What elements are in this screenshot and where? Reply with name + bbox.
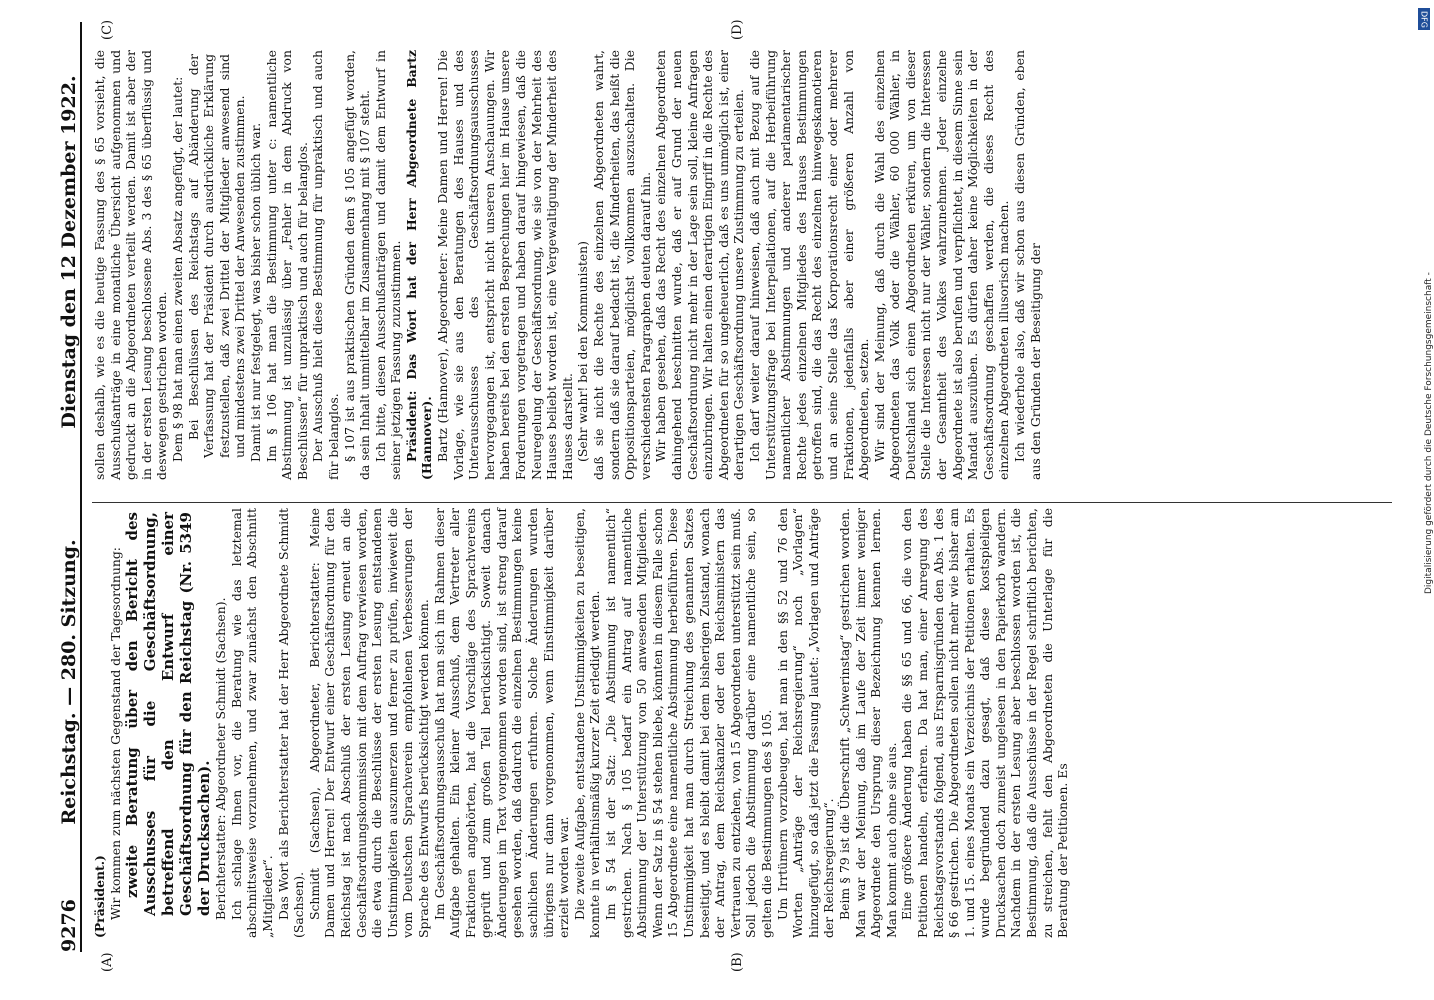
paragraph: Eine größere Änderung haben die §§ 65 und 66, die von den Petitionen handeln, erfahren. Da hat man, einer Anregung des Reichstagsvorstands folgend, aus Ersparnisgründen den Abs. 1 des § 66 gestrichen. Die Abgeordneten sollen nicht mehr wie bisher am 1. und 15. eines Monats ein Verzeichnis der Petitionen erhalten. Es wurde begründend dazu gesagt, daß diese kostspieligen Drucksachen doch zumeist ungelesen in den Papierkorb wandern. Nachdem in der ersten Lesung aber beschlossen worden ist, die Bestimmung, daß die Ausschüsse in der Regel schriftlich berichten, zu streichen, fehlt den Abgeordneten die Unterlage für die Beratung der Petitionen. Es — [899, 508, 1071, 938]
paragraph: Bei Beschlüssen des Reichstags auf Abänderung der Verfassung hat der Präsident durch ausdrückliche Erklärung festzustellen, daß zwei Drittel der Mitglieder anwesend sind und mindestens zwei Drittel der Anwesenden zustimmen. — [185, 54, 248, 458]
paragraph: daß sie nicht die Rechte des einzelnen Abgeordneten wahrt, sondern daß sie darauf bedacht ist, die Minderheiten, das heißt die Oppositionsparteien, möglichst vollkommen auszuschalten. Die verschiedensten Paragraphen deuten darauf hin. — [591, 50, 653, 480]
paragraph: Im Geschäftsordnungsausschuß hat man sich im Rahmen dieser Aufgabe gehalten. Ein kleiner Ausschuß, dem Vertreter aller Fraktionen angehörten, hat die Vorschläge des Sprachvereins geprüft und zum großen Teil berücksichtigt. Soweit danach Änderungen im Text vorgenommen worden sind, ist streng darauf gesehen worden, daß dadurch die einzelnen Bestimmungen keine sachlichen Änderungen erfuhren. Solche Änderungen wurden übrigens nur dann vorgenommen, wenn Einstimmigkeit darüber erzielt worden war. — [431, 508, 572, 938]
column-divider — [92, 502, 1392, 503]
paragraph: Im § 106 hat man die Bestimmung unter c: namentliche Abstimmung ist unzulässig über „Fehler in dem Abdruck von Beschlüssen“ für unpraktisch und auch für belanglos. — [263, 50, 310, 480]
paragraph: Ich schlage Ihnen vor, die Beratung wie das letztemal abschnittsweise vorzunehmen, und zwar zunächst den Abschnitt „Mitglieder“. — [228, 508, 275, 938]
paragraph: Dem § 98 hat man einen zweiten Absatz angefügt, der lautet: — [169, 76, 185, 462]
paragraph: Wir haben gesehen, daß das Recht des einzelnen Abgeordneten dahingehend beschnitten wurde, daß er auf Grund der neuen Geschäftsordnung nicht mehr in der Lage sein soll, kleine Anfragen einzubringen. Wir halten einen derartigen Eingriff in die Rechte des Abgeordneten für so ungeheuerlich, daß es uns unmöglich ist, einer derartigen Geschäftsordnung unsere Zustimmung zu erteilen. — [653, 50, 747, 480]
paragraph: Das Wort als Berichterstatter hat der Herr Abgeordnete Schmidt (Sachsen). — [275, 508, 307, 938]
paragraph: Wir sind der Meinung, daß durch die Wahl des einzelnen Abgeordneten das Volk oder die Wähler, 60 000 Wähler, in Deutschland sich einen Abgeordneten erküren, um von dieser Stelle die Interessen nicht nur der Wähler, sondern die Interessen der Gesamtheit des Volkes wahrzunehmen. Jeder einzelne Abgeordnete ist also berufen und verpflichtet, in diesem Sinne sein Mandat auszuüben. Es dürfen daher keine Möglichkeiten in der Geschäftsordnung geschaffen werden, die dieses Recht des einzelnen Abgeordneten illusorisch machen. — [871, 50, 1012, 480]
right-text-column — [92, 50, 1043, 480]
paragraph: Ich bitte, diesen Ausschußanträgen und damit dem Entwurf in seiner jetzigen Fassung zuzustimmen. — [372, 50, 404, 480]
paragraph: Präsident: Das Wort hat der Herr Abgeordnete Bartz (Hannover). — [403, 50, 435, 480]
paragraph: § 107 ist aus praktischen Gründen dem § 105 angefügt worden, da sein Inhalt unmittelbar im Zusammenhang mit § 107 steht. — [341, 50, 373, 480]
paragraph: zweite Beratung über den Bericht des Ausschusses für die Geschäftsordnung, betreffend den Entwurf einer Geschäftsordnung für den Reichstag (Nr. 5349 der Drucksachen). — [123, 512, 214, 916]
paragraph: Die zweite Aufgabe, entstandene Unstimmigkeiten zu beseitigen, konnte in verhältnismäßig kurzer Zeit erledigt werden. — [571, 508, 603, 938]
digitization-credit: Digitalisierung gefördert durch die Deutsche Forschungsgemeinschaft - — [1424, 272, 1434, 594]
dfg-logo: DFG — [1418, 8, 1430, 30]
paragraph: Der Ausschuß hielt diese Bestimmung für unpraktisch und auch für belanglos. — [310, 50, 341, 480]
margin-marker-a: (A) — [100, 952, 115, 972]
header-right-title: Dienstag den 12 Dezember 1922. — [58, 75, 80, 429]
paragraph: Beim § 79 ist die Überschrift „Schwerinstag“ gestrichen worden. Man war der Meinung, daß im Laufe der Zeit immer weniger Abgeordnete den Ursprung dieser Bezeichnung kennen lernen. Man kommt auch ohne sie aus. — [836, 508, 899, 938]
margin-marker-b: (B) — [730, 952, 745, 972]
paragraph: Ich wiederhole also, daß wir schon aus diesen Gründen, eben aus den Gründen der Beseitigung der — [1012, 50, 1043, 480]
paragraph: Schmidt (Sachsen), Abgeordneter, Berichterstatter: Meine Damen und Herren! Der Entwurf einer Geschäftsordnung für den Reichstag ist nach Abschluß der ersten Lesung erneut an die Geschäftsordnungskommission mit dem Auftrag verwiesen worden, die etwa durch die Beschlüsse der ersten Lesung entstandenen Unstimmigkeiten auszumerzen und ferner zu prüfen, inwieweit die vom Deutschen Sprachverein empfohlenen Verbesserungen der Sprache des Entwurfs berücksichtigt werden können. — [306, 508, 431, 938]
paragraph: Berichterstatter: Abgeordneter Schmidt (Sachsen). — [213, 597, 229, 920]
margin-marker-d: (D) — [730, 19, 745, 40]
page-header — [50, 22, 82, 952]
paragraph: (Sehr wahr! bei den Kommunisten) — [575, 241, 591, 462]
paragraph: Ich darf weiter darauf hinweisen, daß auch mit Bezug auf die Unterstützungsfrage bei Interpellationen, auf die Herbeiführung namentlicher Abstimmungen und anderer parlamentarischer Rechte jedes einzelnen Mitgliedes des Hauses Bestimmungen getroffen sind, die das Recht des einzelnen hinwegeskamotieren und an seine Stelle das Korporationsrecht einer oder mehrerer Fraktionen, jedenfalls aber einer größeren Anzahl von Abgeordneten, setzen. — [746, 50, 872, 480]
paragraph: (Präsident.) — [92, 855, 107, 938]
margin-marker-c: (C) — [100, 19, 115, 40]
paragraph: Um Irrtümern vorzubeugen, hat man in den §§ 52 und 76 den Worten „Anträge der Reichsregierung“ noch „Vorlagen“ hinzugefügt, so daß jetzt die Fassung lautet: „Vorlagen und Anträge der Reichsregierung“. — [774, 508, 837, 938]
page-number: 9276 — [58, 899, 80, 952]
paragraph: Damit ist nur festgelegt, was bisher schon üblich war. — [247, 122, 263, 462]
header-left-title: Reichstag. — 280. Sitzung. — [58, 539, 80, 825]
left-text-column — [92, 508, 1071, 938]
paragraph: sollen deshalb, wie es die heutige Fassung des § 65 vorsieht, die Ausschußanträge in eine monatliche Übersicht aufgenommen und gedruckt an die Abgeordneten verteilt werden. Damit ist aber der in der ersten Lesung beschlossene Abs. 3 des § 65 überflüssig und deswegen gestrichen worden. — [92, 50, 170, 480]
paragraph: Im § 54 ist der Satz: „Die Abstimmung ist namentlich“ gestrichen. Nach § 105 bedarf ein Antrag auf namentliche Abstimmung der Unterstützung von 50 anwesenden Mitgliedern. Wenn der Satz in § 54 stehen bliebe, könnten in diesem Falle schon 15 Abgeordnete eine namentliche Abstimmung herbeiführen. Diese Unstimmigkeit hat man durch Streichung des genannten Satzes beseitigt, und es bleibt damit bei dem bisherigen Zustand, wonach der Antrag, dem Reichskanzler oder den Reichsministern das Vertrauen zu entziehen, von 15 Abgeordneten unterstützt sein muß. Soll jedoch die Abstimmung darüber eine namentliche sein, so gelten die Bestimmungen des § 105. — [603, 508, 774, 938]
paragraph: Bartz (Hannover), Abgeordneter: Meine Damen und Herren! Die Vorlage, wie sie aus den Beratungen des Hauses und des Unterausschusses des Geschäftsordnungsausschusses hervorgegangen ist, entspricht nicht unseren Anschauungen. Wir haben bereits bei den ersten Besprechungen hier im Hause unsere Forderungen vorgetragen und haben darauf hingewiesen, daß die Neuregelung der Geschäftsordnung, wie sie von der Mehrheit des Hauses beliebt worden ist, eine Vergewaltigung der Minderheit des Hauses darstellt. — [435, 50, 575, 480]
paragraph: Wir kommen zum nächsten Gegenstand der Tagesordnung: — [107, 547, 123, 920]
